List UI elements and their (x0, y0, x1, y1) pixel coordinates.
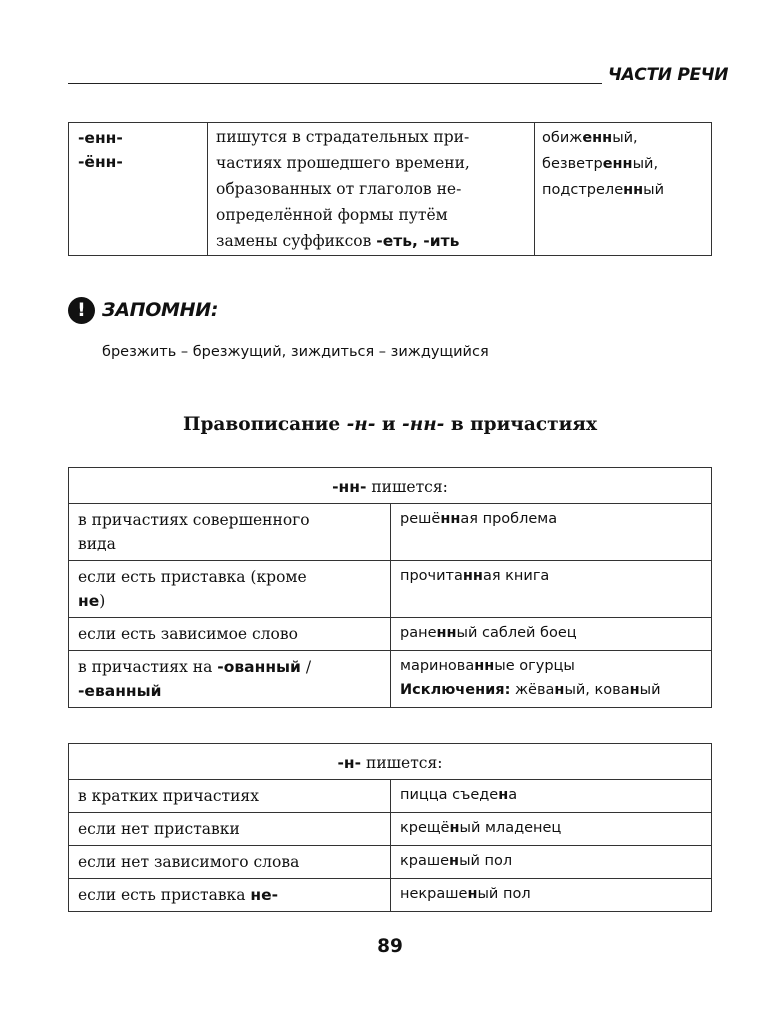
suffix-table (68, 122, 712, 256)
rule-cell: в причастиях совершенного вида (69, 504, 391, 561)
suffix-yonn: -ённ- (78, 153, 123, 171)
section-title: Правописание -н- и -нн- в причастиях (183, 414, 597, 435)
suffix-cell (69, 123, 208, 256)
example-cell: решённая проблема (391, 504, 712, 561)
table-header-row (69, 744, 712, 780)
page-number: 89 (377, 936, 403, 957)
table-row (69, 561, 712, 618)
exclamation-icon: ! (68, 297, 95, 324)
table-row (69, 618, 712, 651)
remember-examples: брезжить – брезжущий, зиждиться – зиждущийся (102, 344, 489, 360)
running-title: ЧАСТИ РЕЧИ (608, 65, 729, 85)
table-row (69, 780, 712, 813)
suffix-enn: -енн- (78, 129, 123, 147)
table-header-row (69, 468, 712, 504)
n-rules-table (68, 743, 712, 912)
table-row (69, 846, 712, 879)
rule-suffixes: -еть, -ить (376, 232, 460, 250)
rule-text: пишутся в страдательных при- частиях прошедшего времени, образованных от глаголов не- определённой формы путём замены суффиксов (216, 128, 470, 250)
example-cell: крашеный пол (391, 846, 712, 879)
rule-cell: если нет приставки (69, 813, 391, 846)
rule-cell: если есть приставка не- (69, 879, 391, 912)
example-cell: раненный саблей боец (391, 618, 712, 651)
nn-table-header: -нн- пишется: (69, 468, 712, 504)
table-row (69, 879, 712, 912)
example-line: безветренный, (542, 156, 659, 172)
remember-title: ЗАПОМНИ: (102, 299, 219, 321)
table-row (69, 651, 712, 708)
rule-cell: если есть зависимое слово (69, 618, 391, 651)
rule-cell: в кратких причастиях (69, 780, 391, 813)
header-rule (68, 83, 602, 84)
example-cell: пицца съедена (391, 780, 712, 813)
table-row (69, 123, 712, 256)
remember-block (68, 295, 218, 325)
nn-rules-table (68, 467, 712, 708)
example-line: маринованные огурцы (400, 658, 575, 674)
table-row (69, 504, 712, 561)
exceptions-line: Исключения: жёваный, кованый (400, 682, 661, 698)
example-cell: прочитанная книга (391, 561, 712, 618)
table-row (69, 813, 712, 846)
n-table-header: -н- пишется: (69, 744, 712, 780)
example-cell: крещёный младенец (391, 813, 712, 846)
examples-cell (535, 123, 712, 256)
example-line: обиженный, (542, 130, 638, 146)
rule-cell: если есть приставка (кроме не) (69, 561, 391, 618)
rule-cell (208, 123, 535, 256)
example-line: подстреленный (542, 182, 665, 198)
example-cell: некрашеный пол (391, 879, 712, 912)
rule-cell: если нет зависимого слова (69, 846, 391, 879)
example-cell (391, 651, 712, 708)
rule-cell: в причастиях на -ованный / -еванный (69, 651, 391, 708)
